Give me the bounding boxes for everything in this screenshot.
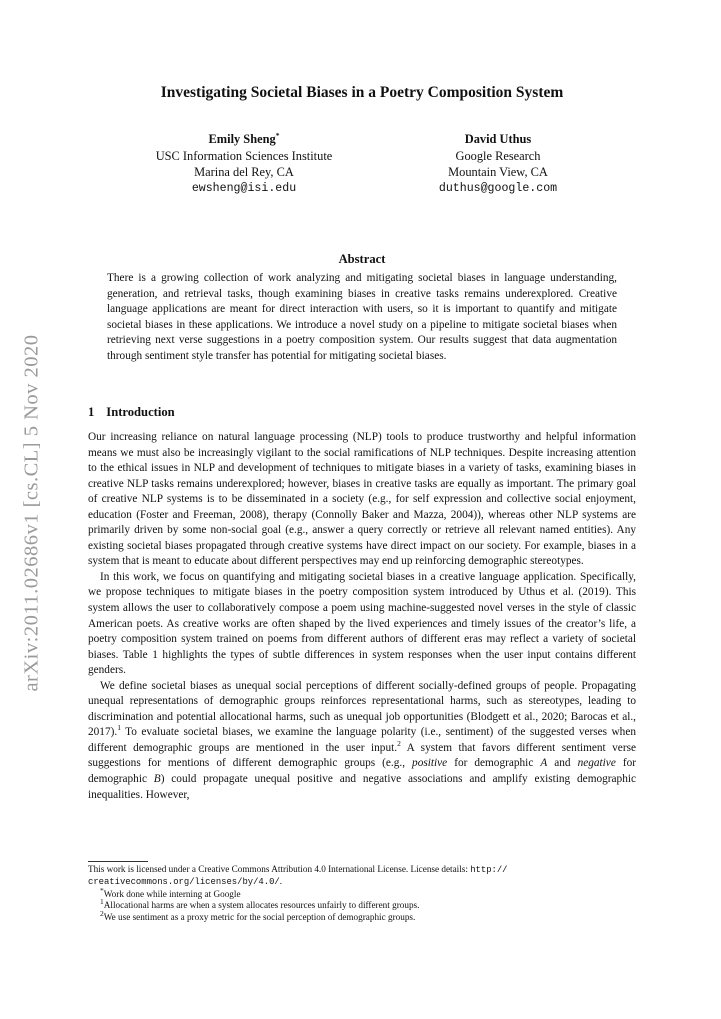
author-location: Marina del Rey, CA [194,165,294,179]
footnote-2: $^2$We use sentiment as a proxy metric for the social perception of demographic groups. [100,908,416,922]
author-name: David Uthus [464,132,532,146]
paragraph: In this work, we focus on quantifying and mitigating societal biases in a creative language application. Specifically, we propose techniques to mitigate biases in the poetry composition system introduced by Uthus et al. (2019). This system allows the user to collaboratively compose a poem using machine-suggested novel verses in the style of classic American poets. As creative works are often shaped by the lived experiences and timely issues of the creator’s life, a poetry composition system trained on poems from different authors of different eras may reflect a variety of societal biases. Table 1 highlights the types of subtle differences in system responses when the user input contains different genders. [88,570,636,677]
section-heading [88,405,175,420]
footnote-divider [88,861,148,862]
abstract-text: There is a growing collection of work analyzing and mitigating societal biases in language understanding, generation, and retrieval tasks, though examining biases in creative tasks remains underexplored. Creative language applications are meant for direct interaction with users, so it is important to quantify and mitigate societal biases in these applications. We introduce a novel study on a pipeline to mitigate societal biases when retrieving next verse suggestions in a poetry composition system. Our results suggest that data augmentation through sentiment style transfer has potential for mitigating societal biases. [107,272,617,362]
author-location: Mountain View, CA [448,165,548,179]
arxiv-identifier-text: arXiv:2011.02686v1 [cs.CL] 5 Nov 2020 [20,334,43,692]
footnote-1: $^1$Allocational harms are when a system allocates resources unfairly to different groups. [100,897,420,911]
paragraph: Our increasing reliance on natural language processing (NLP) tools to produce trustworthy and helpful information means we must also be increasingly vigilant to the social ramifications of NLP techniques. Despite increasing attention to the ethical issues in NLP and development of techniques to mitigate biases in a variety of tasks, examining biases in creative NLP tasks remains underexplored; however, biases in creative tasks are equally as important. The primary goal of creative NLP systems is to be disseminated in a society (e.g., for self expression and collective social enjoyment, education (Foster and Freeman, 2008), therapy (Connolly Baker and Mazza, 2004)), whereas other NLP systems are primarily driven by some non-social goal (e.g., answer a query correctly or retrieve all relevant named entities). Any existing societal biases propagated through creative systems have direct impact on our society. For example, biases in a system that is meant to educate about different perspectives may end up reinforcing demographic stereotypes. [88,431,636,568]
author-block-1 [132,131,356,197]
footnotes [88,864,636,923]
footnote-star: *Work done while interning at Google [100,885,241,899]
introduction-body [88,430,636,803]
paper-title: Investigating Societal Biases in a Poetry Composition System [160,84,564,101]
section-title: Introduction [106,405,175,419]
footnote-ref: 2 [397,739,401,749]
abstract-heading: Abstract [338,252,386,266]
author-affiliation: Google Research [455,148,541,163]
author-affiliation: USC Information Sciences Institute [155,148,333,163]
license-note: This work is licensed under a Creative Commons Attribution 4.0 International License. License details: http:// creativecommons.org/licenses/by/4.0/. [88,864,508,888]
paragraph: We define societal biases as unequal social perceptions of different socially-defined groups of people. Propagating unequal representations of demographic groups reinforces representational harms, such as stereotypes, leading to discrimination and potential allocational harms, such as unequal job opportunities (Blodgett et al., 2020; Barocas et al., 2017).$^1$ To evaluate societal biases, we examine the language polarity (i.e., sentiment) of the suggested verses when different demographic groups are mentioned in the user input.$^2$ A system that favors different sentiment verse suggestions for mentions of different demographic groups (e.g., positive for demographic A and negative for demographic B) could propagate unequal positive and negative associations and amplify existing demographic inequalities. However, [88,679,637,801]
author-email: ewsheng@isi.edu [191,181,297,195]
author-name: Emily Sheng* [208,130,280,146]
author-block-2 [392,131,604,197]
section-number: 1 [88,405,95,419]
arxiv-identifier [14,318,50,708]
license-url[interactable]: http:// creativecommons.org/licenses/by/4.0/ [88,865,508,888]
author-footnote-mark: * [275,130,280,140]
author-email: duthus@google.com [438,181,558,195]
footnote-ref: 1 [117,723,121,733]
